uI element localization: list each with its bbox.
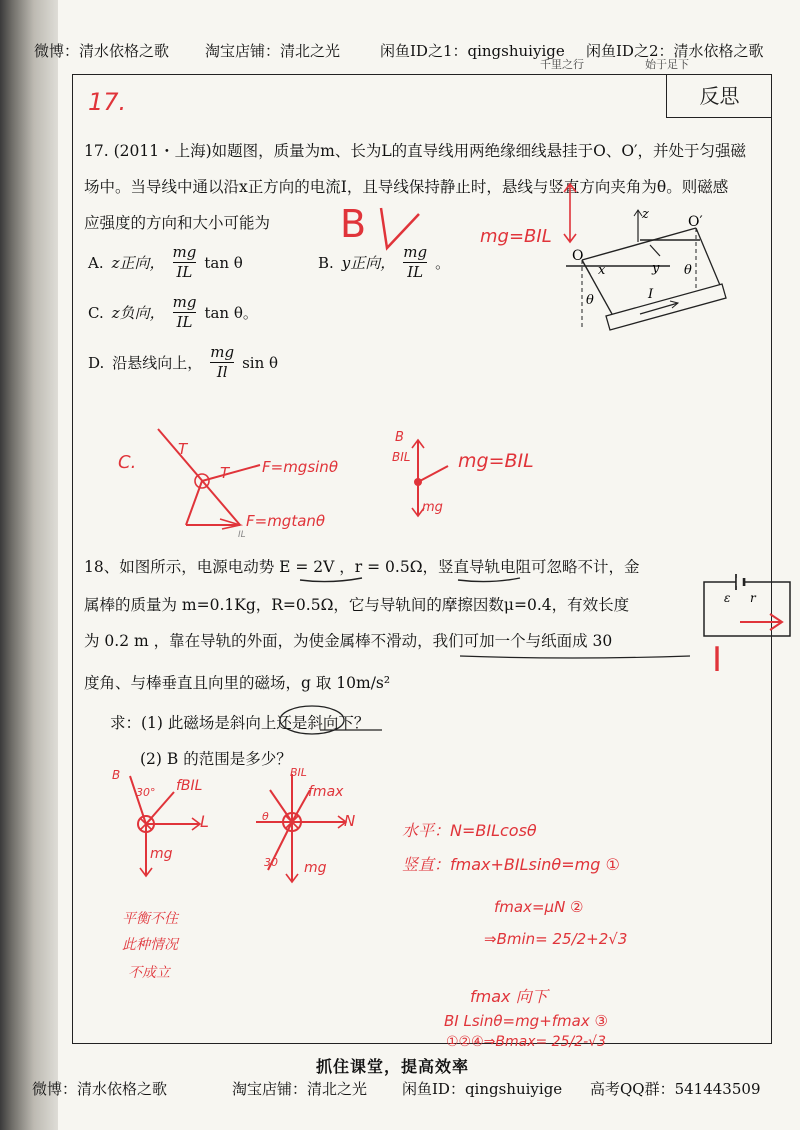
option-d-den: Il (216, 363, 228, 381)
circuit-r: r (750, 591, 756, 605)
q17-margin-note: 17. (88, 88, 127, 116)
header-weibo: 微博：清水依格之歌 (34, 42, 170, 60)
work17-f1: F=mgsinθ (262, 458, 338, 476)
work17-mg: mg (422, 500, 443, 515)
work18-b: B (112, 768, 121, 782)
q18-ask-2: (2) B 的范围是多少？ (140, 750, 292, 768)
work18-fmax: fmax (308, 784, 344, 800)
q17-answer: B (340, 202, 367, 246)
fig-y: y (652, 261, 660, 276)
option-c-den: IL (176, 313, 193, 331)
work18-thirty: 30 (264, 856, 278, 869)
answer-checkmark (375, 200, 428, 261)
q17-line-3: 应强度的方向和大小可能为 (84, 214, 271, 232)
q17-option-c (88, 294, 258, 331)
option-b-tail: 。 (435, 254, 451, 272)
work18-note-3: 不成立 (128, 965, 170, 981)
fig-current: I (648, 287, 654, 302)
q18-ask-1: 求：(1) 此磁场是斜向上还是斜向下？ (110, 714, 370, 732)
fig-x: x (598, 263, 606, 278)
q17-option-a (88, 244, 243, 281)
reflection-label: 反思 (666, 74, 772, 118)
header-shop: 淘宝店铺：清北之光 (205, 42, 341, 60)
work18-mg-1: mg (150, 846, 173, 862)
footer-xianyu: 闲鱼ID：qingshuiyige (402, 1080, 563, 1098)
q17-line-2: 场中。当导线中通以沿x正方向的电流I，且导线保持静止时，悬线与竖直方向夹角为θ。则磁感 (84, 178, 729, 196)
option-c-num: mg (172, 293, 197, 311)
work17-b-label: B (395, 430, 404, 445)
motto-right: 始于足下 (645, 58, 689, 71)
work18-note-1: 平衡不住 (122, 911, 178, 927)
fig-z: z (642, 207, 649, 222)
option-b-text: y正向， (341, 254, 396, 272)
q18-line-1: 18、如图所示，电源电动势 E = 2V ，r = 0.5Ω，竖直导轨电阻可忽略不计，金 (84, 558, 640, 576)
fig-theta-left: θ (586, 293, 594, 308)
option-d-num: mg (210, 343, 235, 361)
oo-line (582, 228, 696, 260)
work17-c-label: C. (118, 452, 137, 473)
footer-weibo: 微博：清水依格之歌 (32, 1080, 168, 1098)
option-a-den: IL (176, 263, 193, 281)
work18-mg-2: mg (304, 860, 327, 876)
work18-note-2: 此种情况 (122, 937, 178, 953)
work18-l: L (200, 812, 209, 831)
option-a-fraction (173, 244, 197, 281)
footer-shop: 淘宝店铺：清北之光 (232, 1080, 368, 1098)
work17-small: IL (238, 530, 246, 540)
option-b-den: IL (407, 263, 424, 281)
work18-eq-1: 水平：N=BILcosθ (402, 821, 537, 840)
work18-fbil: fBIL (176, 778, 203, 794)
work17-t1: T (178, 440, 188, 458)
work18-eq-6: BI Lsinθ=mg+fmax ③ (444, 1012, 608, 1030)
option-a-tail: tan θ (204, 253, 243, 272)
work17-f2: F=mgtanθ (246, 512, 326, 530)
option-d-tail: sin θ (242, 353, 279, 372)
work18-eq-2: 竖直：fmax+BILsinθ=mg ① (402, 855, 620, 874)
work17-eq: mg=BIL (458, 450, 534, 472)
q18-line-4: 度角、与棒垂直且向里的磁场，g 取 10m/s² (84, 674, 391, 692)
work18-eq-5: fmax 向下 (470, 987, 548, 1006)
circuit-emf: ε (724, 591, 731, 605)
y-axis (650, 245, 660, 256)
work17-bil: BIL (392, 450, 411, 464)
work17-t2: T (220, 464, 230, 482)
footer-qq: 高考QQ群：541443509 (590, 1080, 761, 1098)
q18-line-2: 属棒的质量为 m=0.1Kg，R=0.5Ω，它与导轨间的摩擦因数μ=0.4，有效长度 (84, 596, 630, 614)
option-d-label: D. (88, 353, 105, 372)
option-a-num: mg (172, 243, 197, 261)
q18-line-3: 为 0.2 m ，靠在导轨的外面，为使金属棒不滑动，我们可加一个与纸面成 30 (84, 632, 613, 650)
fig-theta-right: θ (684, 263, 692, 278)
option-c-fraction (173, 294, 197, 331)
header-xianyu-2: 闲鱼ID之2：清水依格之歌 (586, 42, 764, 60)
circuit-current: I (712, 640, 723, 680)
work18-theta: θ (262, 810, 269, 823)
header-xianyu-1: 闲鱼ID之1：qingshuiyige (380, 42, 565, 60)
red-vertical-arrows (564, 184, 576, 242)
option-b-label: B. (318, 253, 334, 272)
work18-bil-2: BIL (290, 766, 307, 779)
option-d-text: 沿悬线向上， (112, 354, 203, 372)
q17-line-1: 17. (2011・上海)如题图，质量为m、长为L的直导线用两绝缘细线悬挂于O、O′，并处于匀强磁 (84, 142, 747, 160)
option-c-tail: tan θ。 (204, 304, 258, 322)
fig-o-prime: O′ (688, 214, 703, 230)
work18-eq-3: fmax=μN ② (494, 898, 584, 916)
right-thread (696, 228, 722, 290)
q18-underlines (270, 560, 700, 740)
q17-figure (560, 190, 740, 340)
option-d-fraction (210, 344, 234, 381)
q17-handwritten-eq: mg=BIL (480, 226, 552, 247)
work18-eq-4: ⇒Bmin= 25/2+2√3 (484, 930, 628, 948)
option-b-num: mg (403, 243, 428, 261)
option-c-label: C. (88, 303, 104, 322)
option-c-text: z负向， (111, 304, 165, 322)
option-a-label: A. (88, 253, 104, 272)
fig-o: O (572, 248, 584, 264)
motto-left: 千里之行 (540, 58, 584, 71)
q17-option-d (88, 344, 278, 381)
work18-eq-7: ①②④⇒Bmax= 25/2-√3 (446, 1034, 606, 1050)
footer-slogan: 抓住课堂，提高效率 (316, 1057, 470, 1076)
work18-n: N (344, 812, 356, 830)
work18-angle: 30° (136, 786, 156, 799)
wire-rod (606, 284, 726, 330)
option-a-text: z正向， (111, 254, 165, 272)
